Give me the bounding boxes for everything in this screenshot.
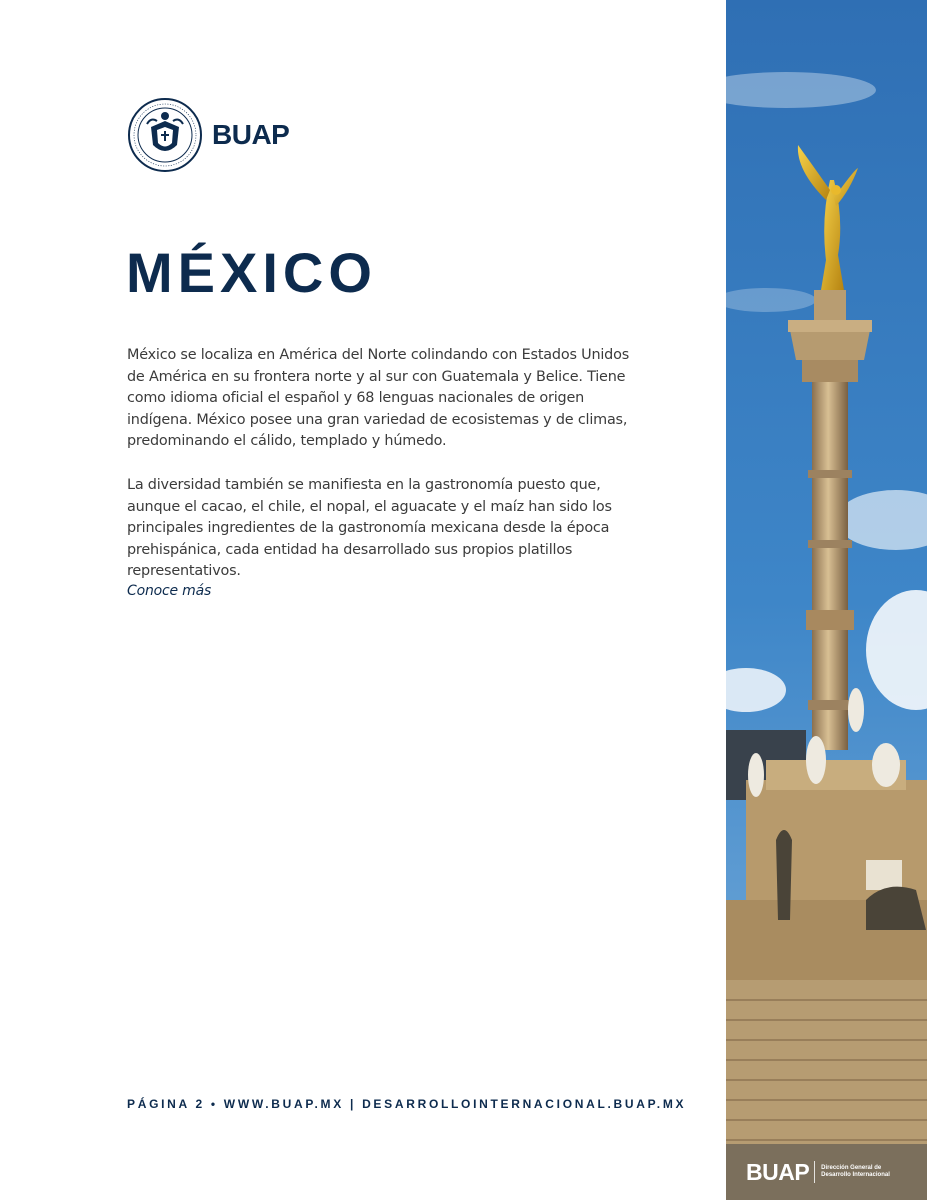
- photo-brand-footer: [726, 1144, 927, 1200]
- buap-logo: [127, 97, 289, 173]
- page-title: MÉXICO: [126, 241, 377, 304]
- photo-brand-logo: BUAP: [746, 1158, 810, 1185]
- logo-wordmark: BUAP: [212, 119, 290, 150]
- angel-independencia-photo: [726, 0, 927, 1200]
- photo-brand-subtitle: Dirección General de Desarrollo Internacional: [821, 1165, 890, 1178]
- page-footer: PÁGINA 2 • WWW.BUAP.MX | DESARROLLOINTERNACIONAL.BUAP.MX: [127, 1097, 687, 1111]
- paragraph-location: México se localiza en América del Norte colindando con Estados Unidos de América en su frontera norte y al sur con Guatemala y Belice. Tiene como idioma oficial el español y 68 lenguas nacionales de origen indígena. México posee una gran variedad de ecosistemas y de climas, predominando el cálido, templado y húmedo.: [127, 347, 630, 450]
- paragraph-gastronomy: La diversidad también se manifiesta en la gastronomía puesto que, aunque el cacao, el chile, el nopal, el aguacate y el maíz han sido los principales ingredientes de la gastronomía mexicana desde la época prehispánica, cada entidad ha desarrollado sus propios platillos representativos.: [127, 477, 612, 580]
- monument-illustration: [726, 0, 927, 1200]
- learn-more-link[interactable]: Conoce más: [127, 583, 212, 599]
- university-seal-icon: [127, 97, 203, 173]
- brand-divider: [814, 1161, 815, 1183]
